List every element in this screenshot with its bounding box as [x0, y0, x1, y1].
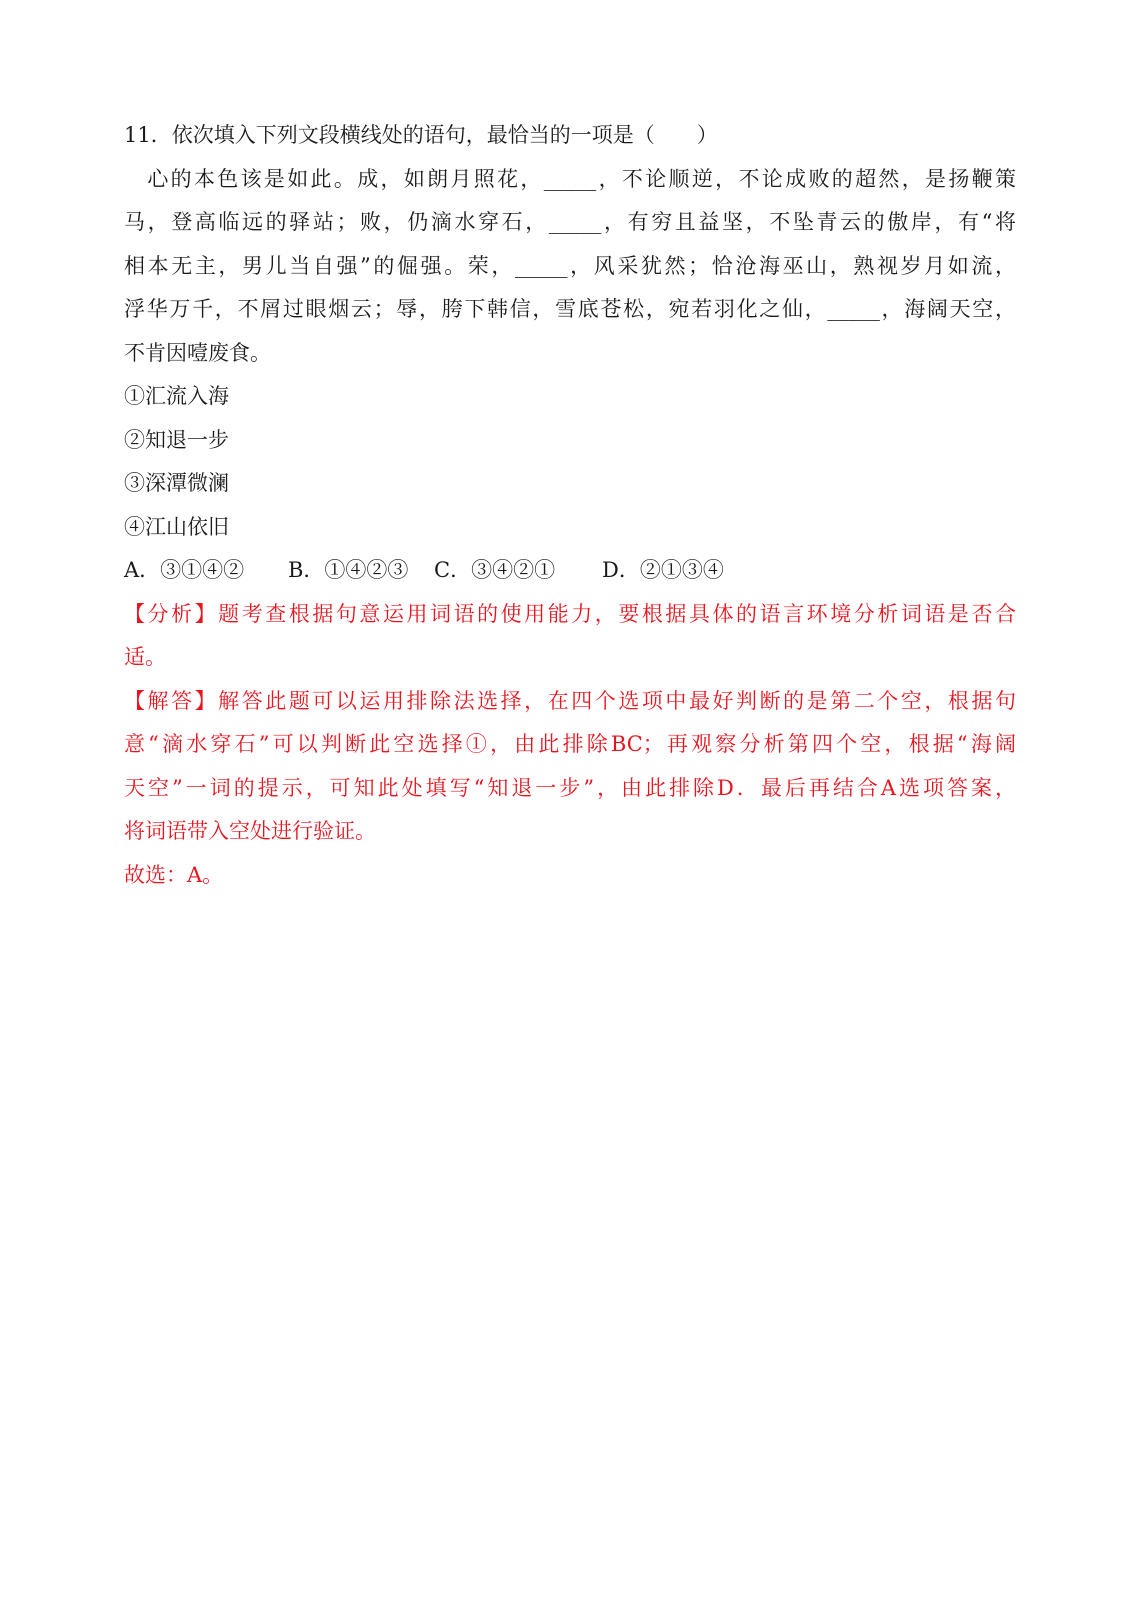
passage-line: 马，登高临远的驿站；败，仍滴水穿石，_____，有穷且益坚，不坠青云的傲岸，有“将 [124, 210, 1016, 234]
passage-line: 不肯因噎废食。 [124, 341, 271, 365]
answer-line: 意“滴水穿石”可以判断此空选择①，由此排除BC；再观察分析第四个空，根据“海阔 [124, 732, 1016, 756]
choice-c: C．③④②① [434, 558, 556, 582]
choices-row [124, 555, 724, 585]
answer-line: 【解答】解答此题可以运用排除法选择，在四个选项中最好判断的是第二个空，根据句 [124, 689, 1016, 713]
answer-line: 天空”一词的提示，可知此处填写“知退一步”，由此排除D．最后再结合A选项答案， [124, 776, 1016, 800]
choice-a: A．③①④② [124, 558, 245, 582]
item-4: ④江山依旧 [124, 515, 229, 539]
passage-line: 相本无主，男儿当自强”的倔强。荣，_____，风采犹然；恰沧海巫山，熟视岁月如流， [124, 254, 1016, 278]
item-3: ③深潭微澜 [124, 471, 229, 495]
final-answer: 故选：A。 [124, 863, 224, 887]
analysis-line: 适。 [124, 645, 166, 669]
answer-line: 将词语带入空处进行验证。 [124, 819, 376, 843]
item-1: ①汇流入海 [124, 384, 229, 408]
analysis-line: 【分析】题考查根据句意运用词语的使用能力，要根据具体的语言环境分析词语是否合 [124, 602, 1016, 626]
question-stem: 11．依次填入下列文段横线处的语句，最恰当的一项是（ ） [124, 123, 718, 147]
choice-b: B．①④②③ [288, 558, 409, 582]
choice-d: D．②①③④ [602, 558, 724, 582]
item-2: ②知退一步 [124, 428, 229, 452]
passage-line: 心的本色该是如此。成，如朗月照花，_____，不论顺逆，不论成败的超然，是扬鞭策 [124, 167, 1016, 191]
passage-line: 浮华万千，不屑过眼烟云；辱，胯下韩信，雪底苍松，宛若羽化之仙，_____，海阔天空， [124, 297, 1016, 321]
